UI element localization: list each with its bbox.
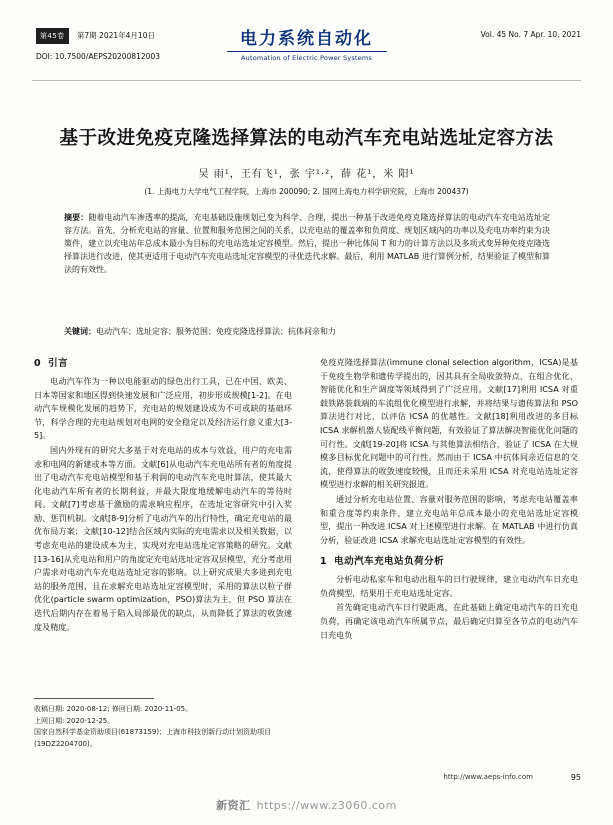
paragraph: 电动汽车作为一种以电能驱动的绿色出行工具，已在中国、欧美、日本等国家和地区得到快速发展和广泛应用，初步形成规模[1-2]。在电动汽车规模化发展的趋势下，充电站的规划建设成为不可或缺的基础环节，科学合理的充电站规划对电网的安全稳定以及经济运行意义重大[3-5]。 xyxy=(34,375,292,441)
footnote-divider xyxy=(34,698,154,699)
paragraph: 国内外现有的研究大多基于对充电站的成本与效益，用户的充电需求和电网的新建或本等方面。文献[6]从电动汽车充电站所有者的角度提出了电动汽车充电站模型和基于利润的电动汽车充电时算法，使其最大化电动汽车所有者的长期利益，并最大限度地缓解电动汽车的等待时间。文献[7]考虑基于激励的需求响应程序，在选址定容研究中引入奖励、惩罚机制。文献[8-9]分析了电动汽车的出行特性，确定充电站的最优布局方案；文献[10-12]结合区域内实际的充电需求以及相关数据，以考虑充电站的建设成本为主，实现对充电站选址定容策略的研究。文献[13-16]从充电站和用户的角度定充电站选址定容双层模型，充分考虑用户需求对电动汽车充电站选址定容的影响。以上研究成果大多进到充电站的服务范围，且在求解充电站选址定容模型时，采用的算法以粒子群优化(particle swarm optimization，PSO)算法为主，但 PSO 算法在迭代后期内存在着易于陷入局部最优的缺点，从而降低了算法的收敛速度及精度。 xyxy=(34,444,292,632)
section-number-intro: 0 xyxy=(34,358,42,369)
abstract-text: 随着电动汽车渗透率的提高，充电基础设施规划已变为科学、合理，提出一种基于改进免疫克隆选择算法的电动汽车充电站选址定容方法。首先，分析充电站的容量、位置和服务范围之间的关系，以充电站的覆盖率和负荷度、规划区域内的功率以及充电功率约束为决策件，建立以充电站年总成本最小为目标的充电站选址定容模型。然后，提出一种比体间 T 和力的计算方法以及多项式变异种免疫克隆选择算法进行改进，使其更适用于电动汽车充电站选址定容模型的寻优迭代求解。最后，利用 MATLAB 进行算例分析，结果验证了模型和算法的有效性。 xyxy=(64,213,551,274)
volume-badge: 第45卷 xyxy=(36,28,69,44)
nameplate-rule xyxy=(227,51,387,52)
body-column-left xyxy=(34,356,292,634)
watermark-label: 新资汇 xyxy=(216,799,251,812)
keywords-label: 关键词： xyxy=(64,327,96,336)
section-spacer xyxy=(320,547,578,554)
paragraph: 免疫克隆选择算法(immune clonal selection algorithm，ICSA)是基于免疫生物学和遗传学提出的，因其具有全局收敛特点、在组合优化、智能优化和生产调度等领域得到了广泛应用。文献[17]利用 ICSA 对重载铁路装载端的车流组优化模型进行求解，并将结果与遗传算法和 PSO 算法进行对比，以评估 ICSA 的优越性。文献[18]利用改进的多目标 ICSA 求解机器人装配线平衡问题，有效验证了算法解决智能优化问题的可行性。文献[19-20]将 ICSA 与其他算法相结合，验证了 ICSA 在大规模多目标优化问题中的可行性。然而由于 ICSA 中抗体间亲近信息的交流，使得算法的收敛速度较慢，且而还未采用 ICSA 对充电站选址定容模型进行求解的相关研究报道。 xyxy=(320,357,578,490)
header-divider xyxy=(32,80,581,81)
body-column-right xyxy=(320,356,578,642)
affiliation-line: (1. 上海电力大学电气工程学院，上海市 200090; 2. 国网上海电力科学研究院，上海市 200437) xyxy=(144,187,469,196)
section-heading-1 xyxy=(320,554,578,570)
paper-title: 基于改进免疫克隆选择算法的电动汽车充电站选址定容方法 xyxy=(59,128,554,149)
journal-title-en: Automation of Electric Power Systems xyxy=(241,54,372,62)
section-title-1: 电动汽车充电站负荷分析 xyxy=(334,556,445,568)
keywords-text: 电动汽车；选址定容；服务范围；免疫克隆选择算法；抗体间亲和力 xyxy=(96,327,336,336)
journal-title-cn: 电力系统自动化 xyxy=(240,29,373,49)
paragraph: 分析电动私家车和电动出租车的日行驶规律，建立电动汽车日充电负荷模型，结果用于充电站选址定容。 xyxy=(320,574,578,598)
watermark xyxy=(0,797,613,813)
footnote-item: 收稿日期: 2020-08-12; 修回日期: 2020-11-05。 xyxy=(34,705,193,713)
abstract-label: 摘要： xyxy=(64,213,89,222)
footnote-item: 上网日期: 2020-12-25。 xyxy=(34,716,115,725)
masthead xyxy=(0,28,613,74)
volume-issue-date: 第7期 2021年4月10日 xyxy=(76,30,155,40)
doi-text: DOI: 10.7500/AEPS20200812003 xyxy=(36,52,160,62)
footnote-block xyxy=(34,704,296,750)
footnote-item: 国家自然科学基金资助项目(61873159)；上海市科技创新行动计划资助项目(19DZ2204700)。 xyxy=(34,728,272,748)
masthead-right: Vol. 45 No. 7 Apr. 10, 2021 xyxy=(480,30,581,39)
keywords-block xyxy=(64,326,550,339)
section-title-intro: 引言 xyxy=(48,358,69,369)
watermark-url: https://www.z3060.com xyxy=(256,799,397,812)
paragraph: 首先确定电动汽车日行驶距离，在此基础上确定电动汽车的日充电负荷，再确定该电动汽车所属节点，最后确定归算至各节点的电动汽车日充电负 xyxy=(320,602,578,640)
section-heading-intro xyxy=(34,356,292,372)
section-number-1: 1 xyxy=(320,556,328,568)
page-number: 95 xyxy=(570,773,581,782)
footer-url: http://www.aeps-info.com xyxy=(443,773,533,781)
paragraph: 通过分析充电站位置、容量对服务范围的影响，考虑充电站覆盖率和重合度等约束条件，建立充电站年总成本最小的充电站选址定容模型，提出一种改进 ICSA 对上述模型进行求解。在 MATLAB 中进行仿真分析，验证改进 ICSA 求解充电站选址定容模型的有效性。 xyxy=(320,493,578,545)
abstract-block xyxy=(64,212,550,277)
author-list: 吴 雨¹，王有飞¹，张 宇¹·²，薛 花¹，米 阳¹ xyxy=(198,169,415,180)
